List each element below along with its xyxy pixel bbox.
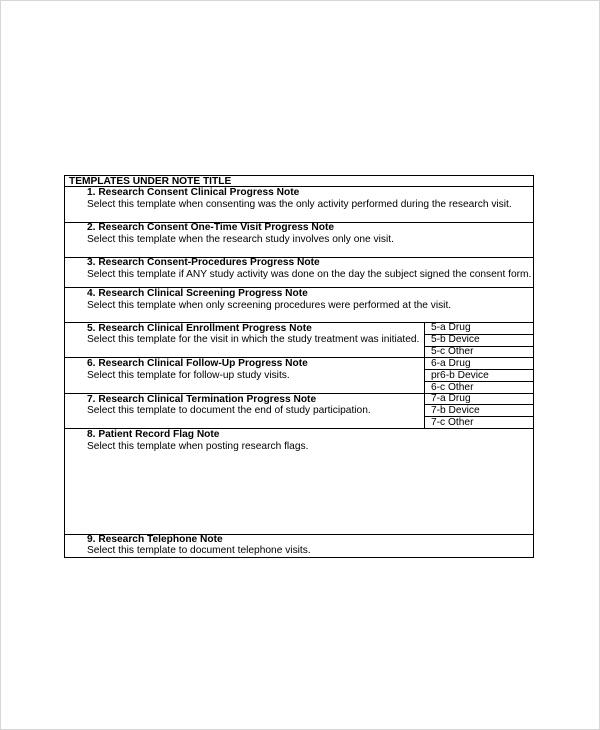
item-title: 1. Research Consent Clinical Progress Note — [87, 187, 300, 198]
table-header: TEMPLATES UNDER NOTE TITLE — [69, 176, 232, 187]
subcode-cell: 6-a Drug — [431, 358, 471, 369]
subcode-cell: 7-b Device — [431, 405, 480, 416]
item-description: Select this template for the visit in which the study treatment was initiated. — [87, 334, 420, 345]
subcode-cell: 5-a Drug — [431, 322, 471, 333]
subcode-cell: 7-c Other — [431, 417, 474, 428]
item-description: Select this template when posting research flags. — [87, 441, 309, 452]
subcode-cell: pr6-b Device — [431, 370, 489, 381]
templates-table — [64, 175, 534, 558]
item-title: 9. Research Telephone Note — [87, 534, 223, 545]
item-title: 7. Research Clinical Termination Progress Note — [87, 394, 317, 405]
item-description: Select this template for follow-up study visits. — [87, 370, 290, 381]
item-title: 3. Research Consent-Procedures Progress Note — [87, 257, 320, 268]
item-title: 8. Patient Record Flag Note — [87, 429, 220, 440]
item-description: Select this template when the research study involves only one visit. — [87, 234, 394, 245]
subcode-cell: 5-b Device — [431, 334, 480, 345]
item-description: Select this template to document the end of study participation. — [87, 405, 371, 416]
item-description: Select this template to document telephone visits. — [87, 545, 311, 556]
item-title: 6. Research Clinical Follow-Up Progress Note — [87, 358, 308, 369]
item-title: 2. Research Consent One-Time Visit Progress Note — [87, 222, 335, 233]
item-description: Select this template if ANY study activity was done on the day the subject signed the consent form. — [87, 269, 532, 280]
subcode-cell: 7-a Drug — [431, 393, 471, 404]
subcode-cell: 5-c Other — [431, 346, 474, 357]
subcode-column-divider — [424, 322, 425, 428]
item-description: Select this template when consenting was the only activity performed during the research visit. — [87, 199, 512, 210]
subcode-cell: 6-c Other — [431, 382, 474, 393]
item-title: 4. Research Clinical Screening Progress Note — [87, 288, 308, 299]
item-description: Select this template when only screening procedures were performed at the visit. — [87, 300, 452, 311]
item-title: 5. Research Clinical Enrollment Progress Note — [87, 323, 312, 334]
